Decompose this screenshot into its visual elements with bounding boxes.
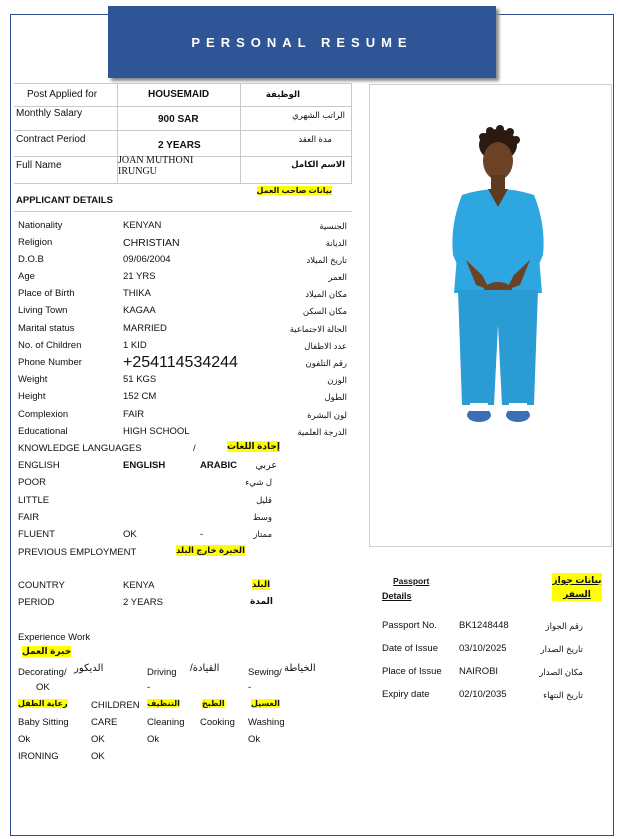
lang-row-ar: ل شيء: [245, 477, 272, 487]
page-title: PERSONAL RESUME: [191, 34, 413, 50]
passport-value: 03/10/2025: [459, 643, 507, 654]
lang-row-label: POOR: [18, 477, 46, 488]
detail-label: Marital status: [18, 323, 75, 334]
passport-ar: رقم الجواز: [545, 621, 583, 631]
detail-ar: رقم التلفون: [305, 358, 347, 368]
detail-label: Nationality: [18, 220, 63, 231]
fullname-line2: IRUNGU: [118, 166, 157, 177]
languages-ar: إجادة اللغات: [226, 441, 280, 451]
driving-label: Driving: [147, 667, 177, 678]
salary-label: Monthly Salary: [16, 108, 83, 119]
babysitting-value: Ok: [18, 734, 31, 745]
detail-label: Educational: [18, 426, 68, 437]
detail-value: 09/06/2004: [123, 254, 171, 265]
fullname-ar: الاسم الكامل: [291, 159, 345, 169]
fullname-line1: JOAN MUTHONI: [118, 155, 194, 166]
care-value: OK: [91, 734, 105, 745]
fullname-label: Full Name: [16, 160, 62, 171]
driving-value: -: [147, 682, 151, 693]
detail-value: CHRISTIAN: [123, 237, 180, 249]
detail-ar: العمر: [328, 272, 347, 282]
passport-label: Expiry date: [382, 689, 430, 700]
decorating-ar: الديكور: [74, 663, 104, 674]
lang-row-english: OK: [123, 529, 137, 540]
detail-value: THIKA: [123, 288, 151, 299]
languages-slash: /: [193, 443, 196, 454]
post-label: Post Applied for: [27, 89, 98, 100]
sewing-label: Sewing/: [248, 667, 282, 678]
detail-label: Place of Birth: [18, 288, 75, 299]
period-ar: المدة: [249, 596, 273, 606]
languages-label: KNOWLEDGE LANGUAGES: [18, 443, 142, 454]
decorating-value: OK: [36, 682, 50, 693]
lang-col-ar: عربي: [255, 460, 277, 471]
detail-value: 51 KGS: [123, 374, 157, 385]
salary-value: 900 SAR: [158, 114, 199, 125]
title-banner: [108, 6, 496, 78]
lang-col-arabic: ARABIC: [200, 460, 237, 471]
detail-ar: مكان الميلاد: [305, 289, 347, 299]
detail-value: +254114534244: [123, 354, 238, 371]
washing-value: Ok: [248, 734, 261, 745]
detail-label: Religion: [18, 237, 53, 248]
detail-label: Height: [18, 391, 46, 402]
care-label: CARE: [91, 717, 118, 728]
detail-value: FAIR: [123, 409, 145, 420]
sewing-ar: الخياطة: [284, 663, 316, 674]
passport-ar: تاريخ الصدار: [540, 644, 583, 654]
passport-header1: Passport: [393, 576, 430, 586]
cleaning-value: Ok: [147, 734, 160, 745]
applicant-photo: [370, 85, 611, 546]
passport-header2: Details: [382, 591, 412, 601]
period-label: PERIOD: [18, 597, 55, 608]
contract-ar: مدة العقد: [298, 134, 332, 144]
passport-label: Date of Issue: [382, 643, 438, 654]
previous-ar: الخبرة خارج البلد: [175, 545, 245, 555]
passport-ar: تاريخ النتهاء: [543, 690, 583, 700]
childcare-ar: رعاية الطفل: [18, 699, 68, 708]
detail-ar: تاريخ الميلاد: [306, 255, 347, 265]
detail-ar: الوزن: [327, 375, 347, 385]
detail-value: 152 CM: [123, 391, 157, 402]
ironing-label: IRONING: [18, 751, 59, 762]
lang-row-label: FAIR: [18, 512, 40, 523]
cooking-ar: الطبخ: [202, 699, 225, 708]
detail-ar: عدد الاطفال: [304, 341, 347, 351]
lang-col-english: ENGLISH: [18, 460, 60, 471]
period-value: 2 YEARS: [123, 597, 163, 608]
lang-row-ar: قليل: [256, 495, 272, 505]
detail-label: No. of Children: [18, 340, 82, 351]
passport-value: BK1248448: [459, 620, 509, 631]
detail-ar: الدرجة العلمية: [297, 427, 347, 437]
detail-value: MARRIED: [123, 323, 167, 334]
passport-ar: مكان الصدار: [539, 667, 583, 677]
applicant-header: APPLICANT DETAILS: [16, 195, 113, 206]
driving-ar: /القيادة: [190, 663, 220, 674]
passport-label: Place of Issue: [382, 666, 442, 677]
cleaning-ar: التنظيف: [147, 699, 180, 708]
lang-row-arabic: -: [200, 529, 204, 540]
country-label: COUNTRY: [18, 580, 65, 591]
detail-label: Age: [18, 271, 35, 282]
detail-label: Weight: [18, 374, 48, 385]
passport-value: NAIROBI: [459, 666, 499, 677]
detail-label: D.O.B: [18, 254, 44, 265]
children-label: CHILDREN: [91, 700, 140, 711]
experience-label: Experience Work: [18, 632, 91, 643]
passport-label: Passport No.: [382, 620, 437, 631]
detail-label: Phone Number: [18, 357, 82, 368]
country-ar: البلد: [252, 579, 270, 589]
cleaning-label: Cleaning: [147, 717, 185, 728]
sewing-value: -: [248, 682, 252, 693]
passport-value: 02/10/2035: [459, 689, 507, 700]
decorating-label: Decorating/: [18, 667, 67, 678]
detail-ar: الحالة الاجتماعية: [289, 324, 347, 334]
detail-value: HIGH SCHOOL: [123, 426, 190, 437]
photo-frame: [369, 84, 612, 547]
washing-ar: الغسيل: [251, 699, 280, 708]
experience-ar: خبرة العمل: [22, 646, 72, 656]
detail-value: KENYAN: [123, 220, 162, 231]
lang-row-ar: وسط: [252, 512, 272, 522]
detail-ar: الجنسية: [319, 221, 347, 231]
detail-ar: لون البشرة: [307, 410, 347, 420]
detail-value: KAGAA: [123, 305, 156, 316]
washing-label: Washing: [248, 717, 285, 728]
country-value: KENYA: [123, 580, 155, 591]
salary-ar: الراتب الشهري: [292, 110, 345, 120]
detail-ar: الطول: [324, 392, 347, 402]
detail-value: 21 YRS: [123, 271, 156, 282]
lang-row-label: LITTLE: [18, 495, 50, 506]
contract-label: Contract Period: [16, 134, 86, 145]
lang-row-label: FLUENT: [18, 529, 55, 540]
detail-label: Living Town: [18, 305, 68, 316]
cooking-label: Cooking: [200, 717, 235, 728]
post-value: HOUSEMAID: [148, 89, 210, 100]
ironing-value: OK: [91, 751, 105, 762]
detail-ar: الديانة: [325, 238, 347, 248]
post-ar: الوظيفة: [265, 89, 300, 99]
passport-header-ar: بيانات جواز السفر: [552, 575, 602, 599]
applicant-ar: بيانات صاحب العمل: [256, 186, 332, 195]
lang-col-english2: ENGLISH: [123, 460, 166, 471]
detail-label: Complexion: [18, 409, 69, 420]
detail-value: 1 KID: [123, 340, 147, 351]
babysitting-label: Baby Sitting: [18, 717, 69, 728]
previous-label: PREVIOUS EMPLOYMENT: [18, 547, 137, 558]
contract-value: 2 YEARS: [158, 140, 201, 151]
lang-row-ar: ممتاز: [253, 529, 272, 539]
detail-ar: مكان السكن: [302, 306, 347, 316]
